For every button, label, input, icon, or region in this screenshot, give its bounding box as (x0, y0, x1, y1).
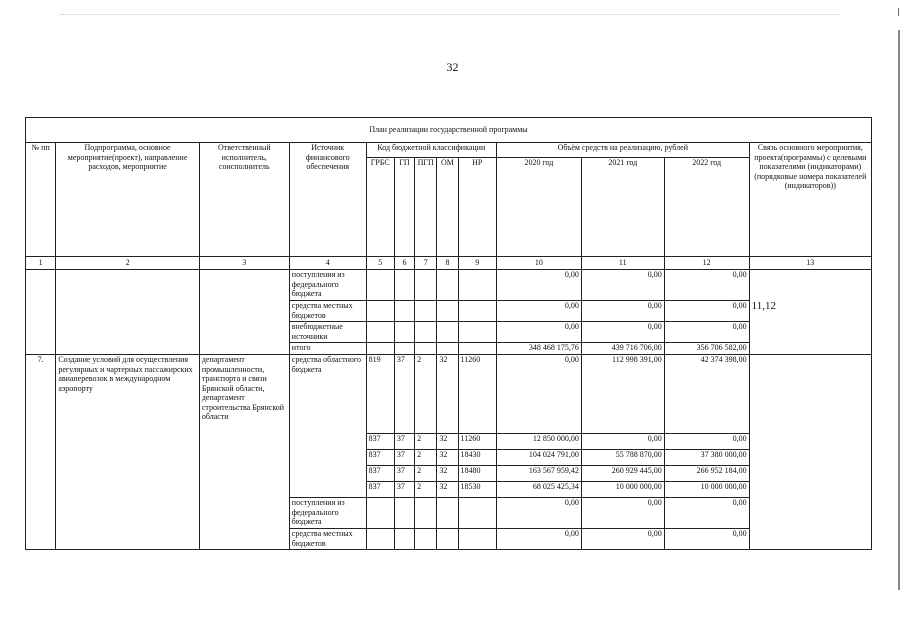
code-gp: 37 (394, 466, 414, 482)
value-2020: 0,00 (496, 270, 581, 301)
code-pgp: 2 (415, 482, 437, 498)
total-2020: 348 468 175,76 (496, 343, 581, 355)
header-subprogram: Подпрограмма, основное мероприятие(проект), направление расходов, мероприятие (56, 143, 200, 257)
code-pgp: 2 (415, 450, 437, 466)
header-source: Источник финансового обеспечения (289, 143, 366, 257)
code-pgp: 2 (415, 434, 437, 450)
value-2022: 0,00 (664, 498, 749, 529)
table-title: План реализации государственной программы (26, 118, 872, 143)
code-gp: 37 (394, 450, 414, 466)
value-2022: 0,00 (664, 529, 749, 550)
col-num: 5 (366, 257, 394, 270)
value-2020: 0,00 (496, 322, 581, 343)
value-2022: 0,00 (664, 270, 749, 301)
header-gp: ГП (394, 158, 414, 257)
value-2021: 260 929 445,00 (581, 466, 664, 482)
table-row (26, 270, 872, 301)
value-2021: 0,00 (581, 322, 664, 343)
header-nr: НР (458, 158, 496, 257)
value-2022: 266 952 184,00 (664, 466, 749, 482)
code-nr: 18430 (458, 450, 496, 466)
value-2021: 0,00 (581, 301, 664, 322)
code-gp: 37 (394, 482, 414, 498)
value-2022: 37 380 000,00 (664, 450, 749, 466)
scan-edge-mark (898, 30, 900, 590)
column-number-row (26, 257, 872, 270)
header-num: № пп (26, 143, 56, 257)
code-om: 32 (437, 482, 458, 498)
value-2021: 0,00 (581, 434, 664, 450)
code-nr: 18530 (458, 482, 496, 498)
col-num: 6 (394, 257, 414, 270)
value-2020: 68 025 425,34 (496, 482, 581, 498)
value-2021: 112 998 391,00 (581, 355, 664, 434)
total-2021: 439 716 706,00 (581, 343, 664, 355)
value-2022: 10 000 000,00 (664, 482, 749, 498)
source-cell: поступления из федерального бюджета (289, 270, 366, 301)
value-2020: 0,00 (496, 498, 581, 529)
code-gp: 37 (394, 434, 414, 450)
item-name: Создание условий для осуществления регулярных и чартерных пассажирских авиаперевозок в международном аэропорту (56, 355, 200, 550)
code-nr: 11260 (458, 434, 496, 450)
code-grbs: 837 (366, 450, 394, 466)
header-2022: 2022 год (664, 158, 749, 257)
value-2020: 104 024 791,00 (496, 450, 581, 466)
value-2020: 12 850 000,00 (496, 434, 581, 450)
col-num: 9 (458, 257, 496, 270)
code-om: 32 (437, 466, 458, 482)
col-num: 1 (26, 257, 56, 270)
header-budget-code: Код бюджетной классификации (366, 143, 496, 158)
scan-noise (60, 14, 840, 21)
item-link-indicators (749, 300, 871, 550)
value-2022: 42 374 398,00 (664, 355, 749, 434)
col-num: 3 (199, 257, 289, 270)
header-2020: 2020 год (496, 158, 581, 257)
value-2021: 55 788 870,00 (581, 450, 664, 466)
header-executor: Ответственный исполнитель, соисполнитель (199, 143, 289, 257)
col-num: 2 (56, 257, 200, 270)
code-pgp: 2 (415, 466, 437, 482)
code-pgp: 2 (415, 355, 437, 434)
header-volume: Объём средств на реализацию, рублей (496, 143, 749, 158)
item-executor: департамент промышленности, транспорта и связи Брянской области, департамент строительства Брянской области (199, 355, 289, 550)
cell-empty (199, 270, 289, 355)
code-grbs: 819 (366, 355, 394, 434)
program-plan-table (25, 117, 872, 550)
cell-empty (749, 270, 871, 355)
value-2022: 0,00 (664, 301, 749, 322)
code-nr: 11260 (458, 355, 496, 434)
col-num: 11 (581, 257, 664, 270)
header-pgp: ПГП (415, 158, 437, 257)
value-2022: 0,00 (664, 434, 749, 450)
value-2020: 0,00 (496, 301, 581, 322)
scan-edge-tick (898, 8, 899, 16)
col-num: 7 (415, 257, 437, 270)
header-2021: 2021 год (581, 158, 664, 257)
total-2022: 356 706 582,00 (664, 343, 749, 355)
code-om: 32 (437, 434, 458, 450)
link-text: 11,12 (751, 300, 776, 312)
source-cell: средства местных бюджетов (289, 529, 366, 550)
source-cell: средства областного бюджета (289, 355, 366, 498)
code-om: 32 (437, 450, 458, 466)
code-gp: 37 (394, 355, 414, 434)
value-2021: 0,00 (581, 529, 664, 550)
col-num: 10 (496, 257, 581, 270)
header-grbs: ГРБС (366, 158, 394, 257)
header-om: ОМ (437, 158, 458, 257)
code-grbs: 837 (366, 466, 394, 482)
source-cell: итого (289, 343, 366, 355)
item-number: 7. (26, 355, 56, 550)
table-row (26, 355, 872, 434)
cell-empty (26, 270, 56, 355)
source-cell: внебюджетные источники (289, 322, 366, 343)
header-link: Связь основного мероприятия, проекта(программы) с целевыми показателями (индикаторами) (порядковые номера показателей (индикаторов)) (749, 143, 871, 257)
value-2022: 0,00 (664, 322, 749, 343)
source-cell: поступления из федерального бюджета (289, 498, 366, 529)
col-num: 8 (437, 257, 458, 270)
code-nr: 18480 (458, 466, 496, 482)
value-2020: 0,00 (496, 529, 581, 550)
source-cell: средства местных бюджетов (289, 301, 366, 322)
code-grbs: 837 (366, 482, 394, 498)
cell-empty (56, 270, 200, 355)
value-2020: 163 567 959,42 (496, 466, 581, 482)
col-num: 12 (664, 257, 749, 270)
page-number: 32 (446, 60, 459, 74)
code-om: 32 (437, 355, 458, 434)
code-grbs: 837 (366, 434, 394, 450)
value-2021: 0,00 (581, 270, 664, 301)
col-num: 13 (749, 257, 871, 270)
col-num: 4 (289, 257, 366, 270)
value-2021: 0,00 (581, 498, 664, 529)
value-2021: 10 000 000,00 (581, 482, 664, 498)
value-2020: 0,00 (496, 355, 581, 434)
